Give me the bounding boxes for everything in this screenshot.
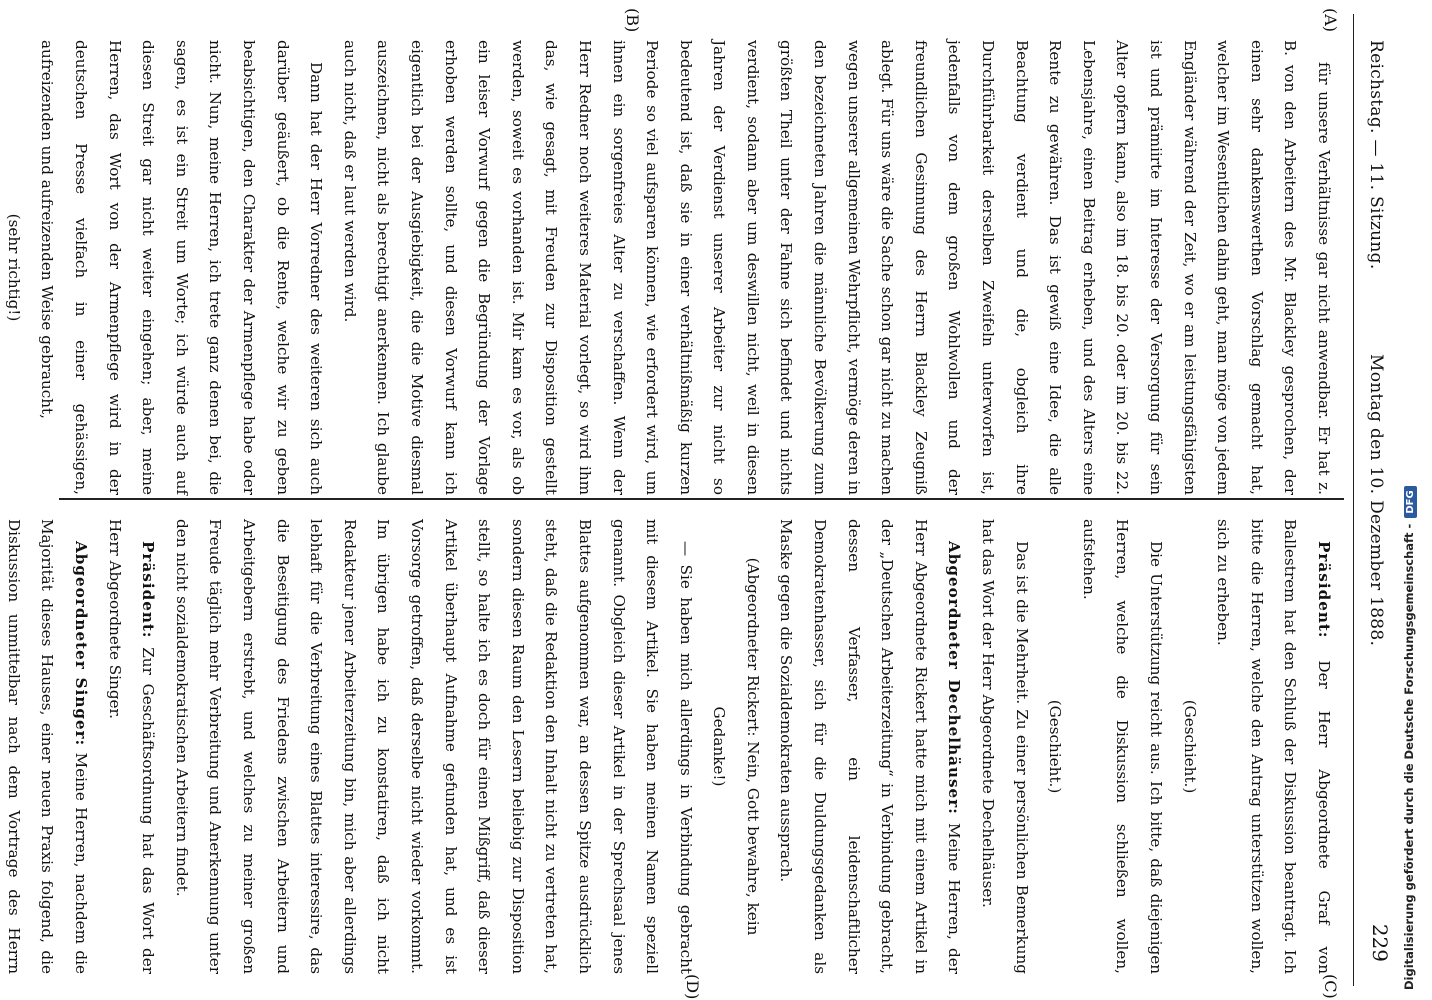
paragraph [769,519,971,974]
dfg-logo: DFG [1404,486,1417,517]
header-left: Reichstag. — 11. Sitzung. [1366,40,1386,270]
paragraph-text: (Abgeordneter Rickert: Nein, Gott bewahre, kein Gedanke!) [710,557,762,936]
paragraph-text: Die Unterstützung reicht aus. Ich bitte, daß diejenigen Herren, welche die Diskussion schließen wollen, aufstehen. [1079,519,1166,974]
paragraph [970,519,1037,974]
page-number: 229 [1368,923,1392,962]
header-date: Montag den 10. Dezember 1888. [1366,354,1386,647]
margin-mark-c: (C) [1321,974,1340,999]
paragraph-text: Zur Geschäftsordnung hat das Wort der Herr Abgeordnete Singer. [105,519,158,974]
paragraph-text: (Geschieht.) [1180,699,1199,794]
interjection [1038,519,1072,974]
paragraph-text: Meine Herren, nachdem die Majorität dieses Hauses, einer neuen Praxis folgend, die Diskussion unmittelbar nach dem Vortrage des Herrn [4,519,91,974]
paragraph [164,519,702,974]
interjection [702,519,769,974]
paragraph-text: Der Herr Abgeordnete Graf von Ballestrem hat den Schluß der Diskussion beantragt. Ich bitte die Herren, welche den Antrag unterstützen wollen, sich zu erheben. [1214,519,1333,974]
speaker-name: Präsident: [139,541,158,639]
paragraph-text: (Geschieht.) [1046,699,1065,794]
paragraph-text: Das ist die Mehrheit. Zu einer persönlichen Bemerkung hat das Wort der Herr Abgeordnete Dechelhäuser. [979,519,1031,974]
paragraph [1206,519,1340,974]
interjection [1172,519,1206,974]
margin-mark-d: (D) [683,974,702,1000]
speaker-name: Abgeordneter Dechelhäuser: [945,541,964,815]
margin-mark-a: (A) [1321,8,1340,33]
left-column [4,40,1340,495]
interjection [0,40,30,495]
page-header [1353,14,1402,986]
digitization-credit [1402,0,1417,990]
rotated-document-page [4,8,1402,1000]
credit-text: Digitalisierung gefördert durch die Deutsche Forschungsgemeinschaft - [1402,523,1416,990]
column-divider [59,498,1344,500]
paragraph [30,40,332,495]
speaker-name: Präsident: [1315,541,1333,639]
paragraph-text: (sehr richtig!) [4,213,23,322]
paragraph [332,40,1340,495]
paragraph [97,519,164,974]
paragraph-text: für unsere Verhältnisse gar nicht anwendbar. Er hat z. B. von den Arbeitern des Mr. Blackley gesprochen, der einen sehr dankenswerthen Vorschlag gemacht hat, welcher im Wesentlichen dahin geht, man möge von jedem Engländer während der Zeit, wo er am leistungsfähigsten ist und prämiirte im Interesse der Versorgung für sein Alter opfern kann, also im 18. bis 20. oder im 20. bis 22. Lebensjahre, einen Beitrag erheben, und des Alters eine Rente zu gewähren. Das ist gewiß eine Idee, die alle Beachtung verdient und die, obgleich ihre Durchführbarkeit derselben Zweifeln unterworfen ist, jedenfalls von dem großen Wohlwollen und der freundlichen Gesinnung des Herrn Blackley Zeugniß ablegt. Für uns wäre die Sache schon gar nicht zu machen wegen unserer allgemeinen Wehrpflicht, vermöge deren in den bezeichneten Jahren die männliche Bevölkerung zum größten Theil unter der Fahne sich befindet und nichts verdient, sodann aber um deswillen nicht, weil in diesen Jahren der Verdienst unserer Arbeiter zur nicht so bedeutend ist, daß sie in einer verhältnißmäßig kurzen Periode so viel aufsparen können, wie erfordert wird, um ihnen ein sorgenfreies Alter zu verschaffen. Wenn der Herr Redner noch weiteres Material vorlegt, so wird ihm das, wie gesagt, mit Freuden zur Disposition gestellt werden, soweit es vorhanden ist. Mir kam es vor, als ob ein leiser Vorwurf gegen die Begründung der Vorlage erhoben werden sollte, und diesen Vorwurf kann ich eigentlich bei der Ausgiebigkeit, die die Motive diesmal auszeichnen, nicht als berechtigt anerkennen. Ich glaube auch nicht, daß er laut werden wird. [340,40,1333,495]
paragraph-text: Meine Herren, der Herr Abgeordnete Rickert hatte mich mit einem Artikel in der „Deutschen Arbeiterzeitung“ in Verbindung gebracht, dessen Verfasser, ein leidenschaftlicher Demokratenhasser, sich für die Duldungsgedanken als Maske gegen die Sozialdemokraten aussprach. [777,519,964,974]
right-column [4,519,1340,974]
paragraph [0,519,97,974]
speaker-name: Abgeordneter Singer: [72,541,91,747]
paragraph-text: Dann hat der Herr Vorredner des weiteren sich auch darüber geäußert, ob die Rente, welche wir zu geben beabsichtigen, den Charakter der Armenpflege habe oder nicht. Nun, meine Herren, ich trete ganz denen bei, die sagen, es ist ein Streit um Worte; ich würde auch auf diesen Streit gar nicht weiter eingehen; aber, meine Herren, das Wort von der Armenpflege wird in der deutschen Presse vielfach in einer gehässigen, aufreizenden und aufreizenden Weise gebraucht, [38,40,326,495]
margin-mark-b: (B) [623,8,642,33]
paragraph [1071,519,1172,974]
paragraph-text: — Sie haben mich allerdings in Verbindung gebracht mit diesem Artikel. Sie haben meinen Namen speziell genannt. Obgleich dieser Artikel in der Sprechsaal jenes Blattes aufgenommen war, an dessen Spitze ausdrücklich steht, daß die Redaktion den Inhalt nicht zu vertreten hat, sondern diesen Raum den Lesern beliebig zur Disposition stellt, so halte ich es doch für einen Mißgriff, daß dieser Artikel überhaupt Aufnahme gefunden hat, und es ist Vorsorge getroffen, daß derselbe nicht wieder vorkommt. Im übrigen habe ich zu konstatiren, daß ich nicht Redakteur jener Arbeiterzeitung bin, mich aber allerdings lebhaft für die Verbreitung eines Blattes interessire, das die Beseitigung des Friedens zwischen Arbeitern und Arbeitgebern erstrebt, und welches zu meiner großen Freude täglich mehr Verbreitung und Anerkennung unter den nicht sozialdemokratischen Arbeitern findet. [172,519,695,974]
